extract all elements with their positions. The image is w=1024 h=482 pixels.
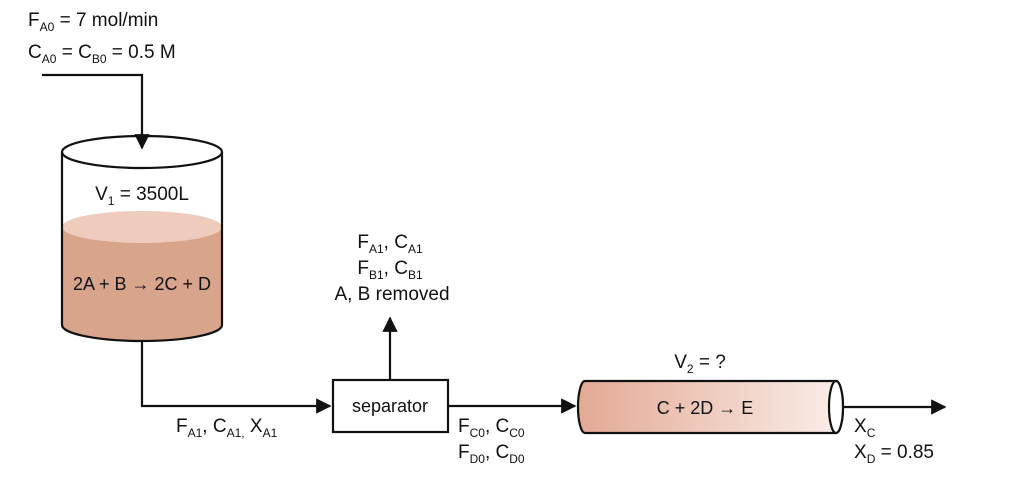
cstr-tank: [62, 136, 222, 341]
feed-concentration-label: $C_{A0} = C_{B0} = 0.5$ M: [28, 42, 176, 66]
separator-label: separator: [351, 396, 429, 416]
pfr-outlet-xc-label: $X_C$: [854, 416, 876, 440]
cstr-volume-label: $V_1 = 3500L$: [95, 184, 189, 208]
removed-stream-line2: $F_{B1}$, $C_{B1}$: [357, 258, 423, 282]
cstr-outlet-line: [142, 341, 330, 406]
pfr-end-cap: [829, 381, 843, 433]
removed-stream-line3: A, B removed: [334, 284, 450, 305]
pfr-outlet-xd-label: $X_D = 0.85$: [854, 442, 934, 466]
feed-flow-rate-label: $F_{A0} = 7$ mol/min: [28, 10, 159, 34]
cstr-outlet-label: $F_{A1}$, $C_{A1,}$ $X_{A1}$: [176, 416, 278, 440]
pfr-reaction-label: C + 2D → E: [656, 398, 754, 418]
cstr-reaction-label: 2A + B → 2C + D: [72, 274, 212, 294]
pfr-feed-line2: $F_{D0}$, $C_{D0}$: [458, 442, 525, 466]
removed-stream-line1: $F_{A1}$, $C_{A1}$: [357, 232, 423, 256]
cstr-liquid-surface: [62, 211, 222, 243]
pfr-volume-label: $V_2$ = ?: [674, 352, 726, 376]
pfr-feed-line1: $F_{C0}$, $C_{C0}$: [458, 416, 525, 440]
